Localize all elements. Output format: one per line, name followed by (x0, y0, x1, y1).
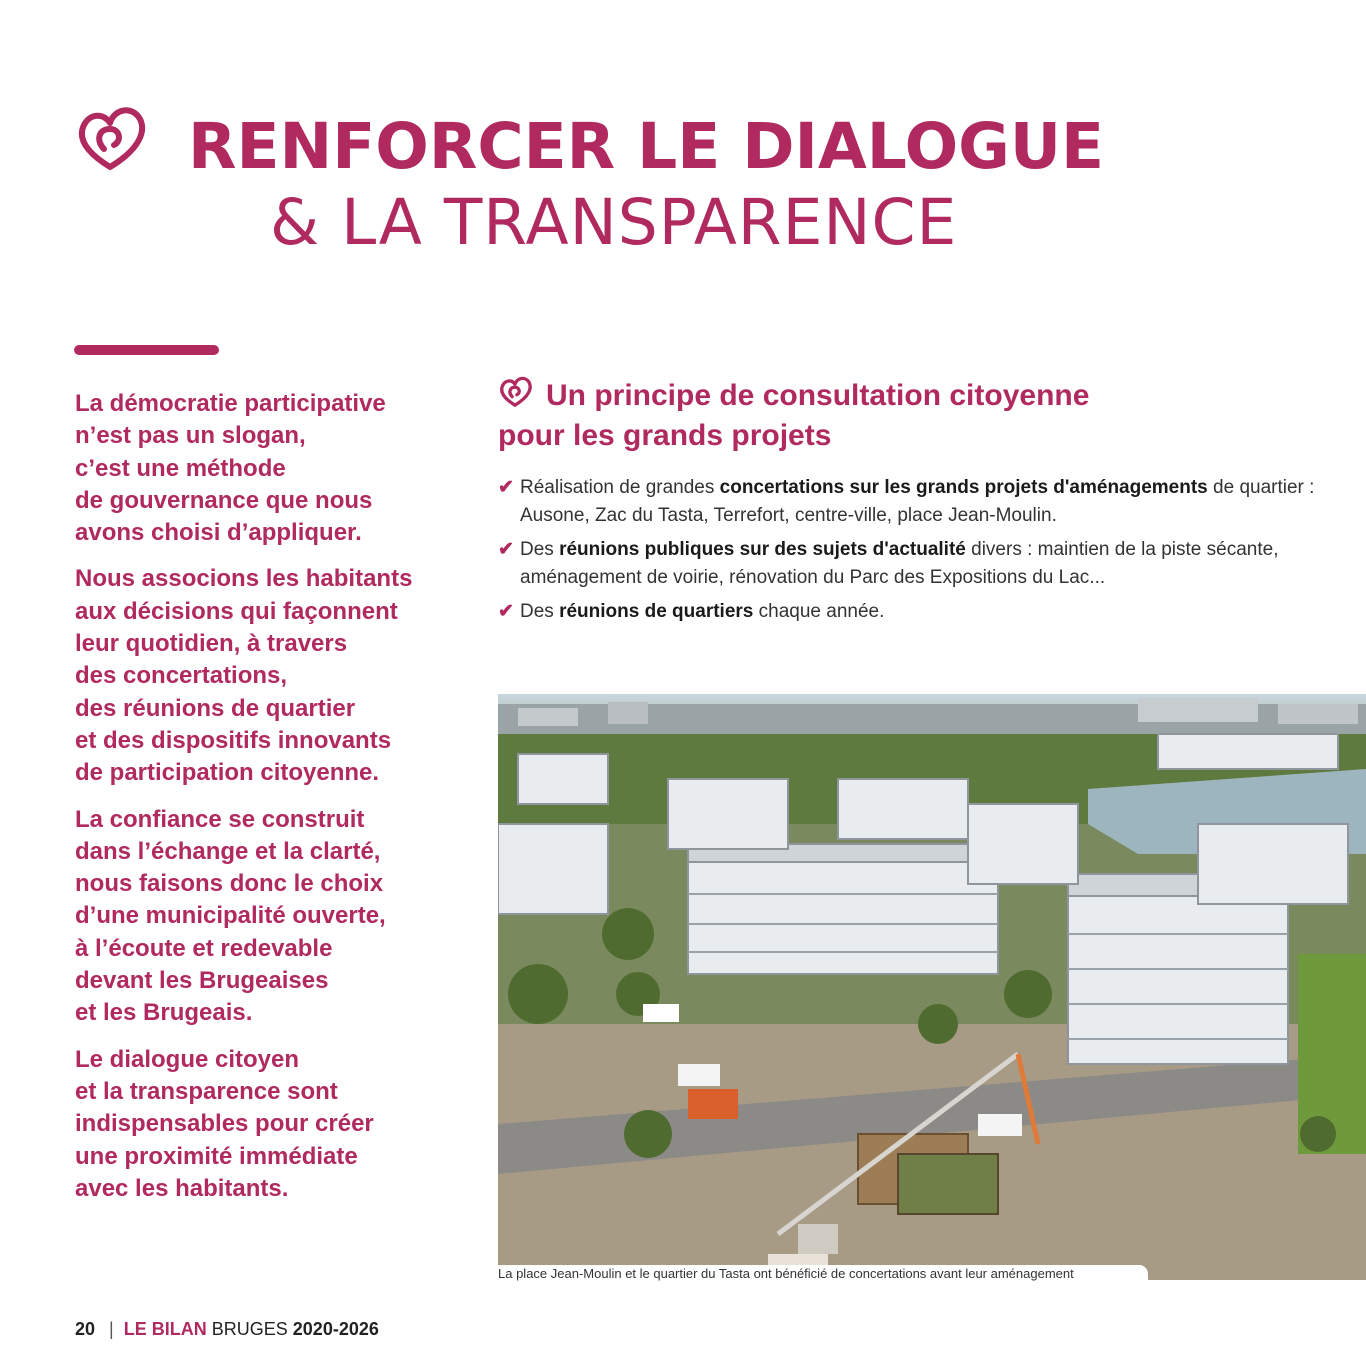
check-icon: ✔ (498, 601, 514, 622)
accent-divider (74, 345, 219, 355)
list-item: ✔ Des réunions de quartiers chaque année. (498, 598, 1318, 626)
intro-paragraph: Le dialogue citoyen et la transparence sont indispensables pour créer une proximité immédiate avec les habitants. (75, 1045, 374, 1202)
photo-caption: La place Jean-Moulin et le quartier du Tasta ont bénéficié de concertations avant leur aménagement (498, 1265, 1148, 1283)
section-heading-line2: pour les grands projets (498, 419, 832, 452)
list-item: ✔ Réalisation de grandes concertations sur les grands projets d'aménagements de quartier : Ausone, Zac du Tasta, Terrefort, centre-ville, place Jean-Moulin. (498, 474, 1318, 530)
aerial-photo (498, 694, 1366, 1280)
page-footer (75, 1318, 379, 1340)
footer-separator: | (109, 1319, 114, 1339)
section-heading-line1: Un principe de consultation citoyenne (546, 379, 1090, 412)
intro-paragraph: La confiance se construit dans l’échange et la clarté, nous faisons donc le choix d’une municipalité ouverte, à l’écoute et redevable devant les Brugeaises et les Brugeais. (75, 805, 386, 1027)
page-title: RENFORCER LE DIALOGUE (188, 110, 1105, 183)
page-number: 20 (75, 1319, 96, 1339)
footer-bilan: LE BILAN (123, 1319, 207, 1339)
intro-paragraph: La démocratie participative n’est pas un slogan, c’est une méthode de gouvernance que nous avons choisi d’appliquer. (75, 390, 386, 547)
intro-paragraph: Nous associons les habitants aux décisions qui façonnent leur quotidien, à travers des concertations, des réunions de quartier et des dispositifs innovants de participation citoyenne. (75, 565, 413, 787)
bullet-list (498, 474, 1318, 632)
footer-years: 2020-2026 (292, 1319, 379, 1339)
heart-spiral-icon (74, 101, 146, 173)
section-heading (498, 376, 1318, 456)
list-item: ✔ Des réunions publiques sur des sujets d'actualité divers : maintien de la piste sécante, aménagement de voirie, rénovation du Parc des Expositions du Lac... (498, 536, 1318, 592)
footer-city: BRUGES (211, 1319, 288, 1339)
page-subtitle: & LA TRANSPARENCE (270, 186, 958, 259)
check-icon: ✔ (498, 477, 514, 498)
check-icon: ✔ (498, 539, 514, 560)
intro-text (75, 388, 455, 1219)
